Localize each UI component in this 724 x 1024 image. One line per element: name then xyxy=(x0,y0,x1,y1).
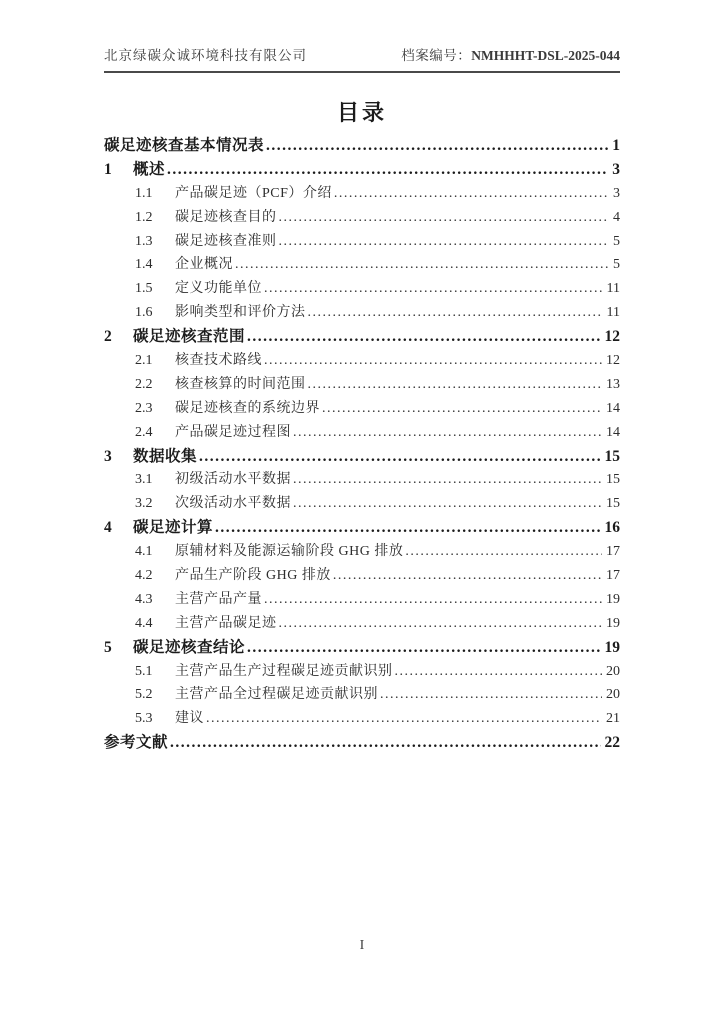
toc-entry-page: 11 xyxy=(606,305,620,321)
toc-entry-number: 4.2 xyxy=(135,568,153,584)
toc-title: 目录 xyxy=(336,100,387,125)
toc-entry-number: 1 xyxy=(104,160,112,178)
toc-leader-dots xyxy=(293,468,602,492)
toc-leader-dots xyxy=(279,206,610,230)
toc-entry xyxy=(104,731,620,755)
toc-entry-number: 1.4 xyxy=(135,257,153,273)
toc-entry-page: 1 xyxy=(612,137,620,154)
toc-entry-page: 17 xyxy=(606,544,620,560)
toc-leader-dots xyxy=(333,564,602,588)
toc-entry-label: 参考文献 xyxy=(104,734,169,752)
page-footer-number: I xyxy=(359,938,365,953)
toc-entry-number: 3.1 xyxy=(135,472,153,488)
toc-entry-number: 5.2 xyxy=(135,687,153,703)
toc-leader-dots xyxy=(279,612,603,636)
toc-entry-label: 次级活动水平数据 xyxy=(175,496,291,512)
header-company-name: 北京绿碳众诚环境科技有限公司 xyxy=(104,48,307,63)
toc-entry-label: 主营产品产量 xyxy=(175,591,262,607)
doc-number-label: 档案编号： xyxy=(401,48,472,63)
toc-entry xyxy=(104,540,620,564)
toc-entry xyxy=(104,683,620,707)
toc-entry-page: 12 xyxy=(604,328,620,346)
toc-leader-dots xyxy=(215,516,600,540)
toc-entry-label: 碳足迹计算 xyxy=(133,519,214,537)
toc-entry-number: 2.3 xyxy=(135,400,153,416)
toc-entry-page: 22 xyxy=(604,734,620,752)
toc-entry-number: 3 xyxy=(104,447,112,465)
toc-entry-number: 4 xyxy=(104,519,112,537)
toc-entry-page: 3 xyxy=(613,185,620,201)
toc-leader-dots xyxy=(199,445,600,469)
toc-entry-page: 19 xyxy=(604,638,620,656)
toc-entry-label: 核查核算的时间范围 xyxy=(175,376,306,392)
toc-entry xyxy=(104,564,620,588)
toc-entry-number: 2 xyxy=(104,328,112,346)
toc-entry-page: 19 xyxy=(606,591,620,607)
toc-leader-dots xyxy=(380,683,602,707)
toc-entry-number: 1.6 xyxy=(135,305,153,321)
toc-entry xyxy=(104,373,620,397)
toc-entry-label: 企业概况 xyxy=(175,257,233,273)
toc-leader-dots xyxy=(308,373,603,397)
toc-entry-page: 12 xyxy=(606,353,620,369)
toc-entry xyxy=(104,492,620,516)
toc-leader-dots xyxy=(334,182,609,206)
toc-entry-number: 1.2 xyxy=(135,209,153,225)
toc-entry-page: 3 xyxy=(612,160,620,178)
toc-entry-page: 14 xyxy=(606,424,620,440)
toc-leader-dots xyxy=(264,349,602,373)
toc-entry xyxy=(104,397,620,421)
toc-entry-label: 产品碳足迹（PCF）介绍 xyxy=(175,185,332,201)
toc-leader-dots xyxy=(293,492,602,516)
toc-leader-dots xyxy=(170,731,600,755)
toc-entry-label: 碳足迹核查准则 xyxy=(175,233,277,249)
doc-number-value: NMHHHT-DSL-2025-044 xyxy=(471,48,620,63)
toc-entry-label: 碳足迹核查目的 xyxy=(175,209,277,225)
toc-entry-page: 16 xyxy=(604,519,620,537)
toc-entry-page: 15 xyxy=(606,496,620,512)
toc-entry-number: 1.5 xyxy=(135,281,153,297)
toc-entry-label: 定义功能单位 xyxy=(175,281,262,297)
toc-entry-label: 主营产品生产过程碳足迹贡献识别 xyxy=(175,663,393,679)
toc-entry xyxy=(104,707,620,731)
toc-entry-number: 1.1 xyxy=(135,185,153,201)
toc-entry-page: 19 xyxy=(606,615,620,631)
toc-entry-number: 5.3 xyxy=(135,711,153,727)
toc-entry-label: 碳足迹核查结论 xyxy=(133,638,246,656)
toc-entry-page: 14 xyxy=(606,400,620,416)
toc-entry-page: 13 xyxy=(606,376,620,392)
toc-entry xyxy=(104,230,620,254)
toc-entry-label: 核查技术路线 xyxy=(175,353,262,369)
header-doc-number xyxy=(401,44,620,64)
toc-entry-label: 原辅材料及能源运输阶段 GHG 排放 xyxy=(175,544,404,560)
toc-entry xyxy=(104,660,620,684)
toc-leader-dots xyxy=(322,397,602,421)
toc-entry-number: 4.1 xyxy=(135,544,153,560)
toc-entry-number: 2.4 xyxy=(135,424,153,440)
toc-entry xyxy=(104,612,620,636)
toc-entry-number: 3.2 xyxy=(135,496,153,512)
page-header xyxy=(104,44,620,73)
toc-entry-label: 影响类型和评价方法 xyxy=(175,305,306,321)
toc-entry xyxy=(104,468,620,492)
toc-entry-number: 4.3 xyxy=(135,591,153,607)
toc-entry xyxy=(104,182,620,206)
toc-leader-dots xyxy=(247,636,600,660)
toc-entry xyxy=(104,516,620,540)
toc-entry-page: 15 xyxy=(606,472,620,488)
toc-leader-dots xyxy=(264,277,603,301)
toc-leader-dots xyxy=(405,540,602,564)
toc-leader-dots xyxy=(266,134,608,158)
toc-entry-label: 概述 xyxy=(133,160,166,178)
toc-entry xyxy=(104,325,620,349)
toc-entry-page: 4 xyxy=(613,209,620,225)
toc-entry xyxy=(104,445,620,469)
toc-entry-label: 建议 xyxy=(175,711,204,727)
toc-entry-number: 2.1 xyxy=(135,353,153,369)
toc-entry-label: 主营产品碳足迹 xyxy=(175,615,277,631)
toc-entry-page: 5 xyxy=(613,233,620,249)
toc-entry xyxy=(104,277,620,301)
toc-entry xyxy=(104,636,620,660)
toc-leader-dots xyxy=(293,421,602,445)
toc-entry-label: 碳足迹核查基本情况表 xyxy=(104,137,265,154)
toc-entry-label: 主营产品全过程碳足迹贡献识别 xyxy=(175,687,378,703)
toc-entry xyxy=(104,253,620,277)
toc-entry-number: 2.2 xyxy=(135,376,153,392)
toc-leader-dots xyxy=(247,325,600,349)
toc-entry-number: 4.4 xyxy=(135,615,153,631)
toc-entry-page: 15 xyxy=(604,447,620,465)
toc-leader-dots xyxy=(235,253,609,277)
toc-leader-dots xyxy=(279,230,610,254)
toc-entry-page: 11 xyxy=(606,281,620,297)
toc-entry-number: 5 xyxy=(104,638,112,656)
toc-entry xyxy=(104,349,620,373)
toc-entry xyxy=(104,421,620,445)
toc-leader-dots xyxy=(264,588,602,612)
toc-entry xyxy=(104,588,620,612)
toc-entry-page: 5 xyxy=(613,257,620,273)
toc-entry xyxy=(104,158,620,182)
toc-entry xyxy=(104,301,620,325)
toc-leader-dots xyxy=(167,158,608,182)
toc-leader-dots xyxy=(206,707,602,731)
toc-entry-label: 产品碳足迹过程图 xyxy=(175,424,291,440)
toc-leader-dots xyxy=(308,301,603,325)
toc-entry-page: 20 xyxy=(606,687,620,703)
toc-entry-page: 17 xyxy=(606,568,620,584)
toc-leader-dots xyxy=(395,660,603,684)
toc-entry-label: 碳足迹核查范围 xyxy=(133,328,246,346)
toc-entry-label: 产品生产阶段 GHG 排放 xyxy=(175,568,331,584)
toc-entry-number: 1.3 xyxy=(135,233,153,249)
toc-entry-page: 21 xyxy=(606,711,620,727)
toc-entry-label: 数据收集 xyxy=(133,447,198,465)
toc-entry xyxy=(104,134,620,158)
toc-entry-label: 碳足迹核查的系统边界 xyxy=(175,400,320,416)
toc-list xyxy=(104,134,620,755)
toc-entry-label: 初级活动水平数据 xyxy=(175,472,291,488)
toc-entry-page: 20 xyxy=(606,663,620,679)
toc-entry-number: 5.1 xyxy=(135,663,153,679)
toc-entry xyxy=(104,206,620,230)
